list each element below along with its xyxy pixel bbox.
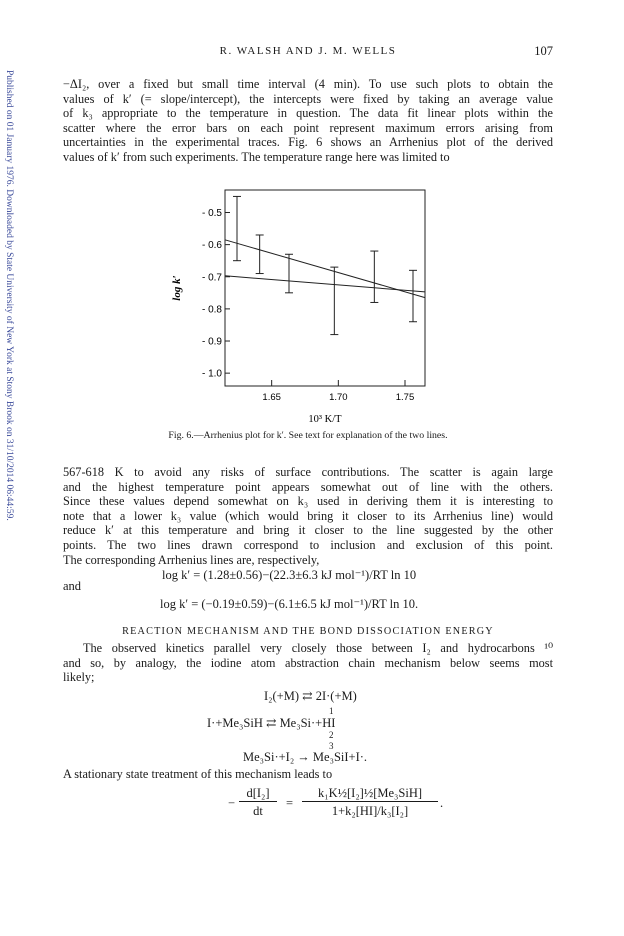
text-line: values of k′ from such experiments. The temperature range here was limited to: [63, 149, 450, 164]
mechanism-step-3: Me₃Si·+I₂ → Me₃SiI+I·.: [243, 750, 368, 764]
plot-frame: [225, 190, 425, 386]
rate-lhs-denominator: dt: [253, 804, 263, 818]
x-tick-label: 1.70: [329, 392, 348, 403]
text-line: reduce k′ at this temperature and bring it closer to the line suggested by the other: [63, 523, 553, 538]
x-tick-label: 1.65: [262, 392, 281, 403]
paragraph-2: [63, 465, 553, 567]
mechanism-label-2: 2: [329, 730, 334, 740]
y-tick-label: - 0.9: [201, 336, 222, 348]
download-watermark: [2, 70, 16, 630]
equation-1: log k′ = (1.28±0.56)−(22.3±6.3 kJ mol⁻¹)/RT ln 10: [162, 568, 417, 582]
rate-rhs-numerator: k₁K½[I₂]½[Me₃SiH]: [302, 786, 438, 802]
x-axis-label: 10³ K/T: [308, 414, 342, 425]
text-line: −ΔI₂, over a fixed but small time interval (4 min). To use such plots to obtain the: [63, 77, 553, 91]
text-line: Since these values depend somewhat on k₃ used in deriving them it is interesting to: [63, 494, 553, 509]
text-line: The corresponding Arrhenius lines are, respectively,: [63, 552, 320, 567]
text-line: points. The two lines drawn correspond to inclusion and exclusion of this point.: [63, 537, 553, 552]
rate-rhs-denominator: 1+k₂[HI]/k₃[I₂]: [331, 804, 409, 818]
page-header: [63, 45, 553, 59]
rate-equation: − d[I₂] dt = k₁K½[I₂]½[Me₃SiH] 1+k₂[HI]/k₃[I₂] .: [228, 786, 444, 818]
text-line: likely;: [63, 670, 95, 685]
y-tick-label: - 0.7: [201, 272, 222, 284]
rate-lhs-numerator: d[I₂]: [239, 786, 277, 802]
text-line: A stationary state treatment of this mechanism leads to: [63, 767, 333, 781]
running-title: R. WALSH AND J. M. WELLS: [219, 45, 397, 57]
fit-line: [225, 276, 425, 292]
text-line: The observed kinetics parallel very closely those between I₂ and hydrocarbons ¹⁰: [83, 641, 553, 655]
paragraph-3: [63, 641, 553, 685]
text-line: and so, by analogy, the iodine atom abstraction chain mechanism below seems most: [63, 655, 553, 670]
y-tick-label: - 0.8: [201, 304, 222, 316]
text-line: 567-618 K to avoid any risks of surface contributions. The scatter is again large: [63, 465, 553, 479]
paragraph-1: [63, 77, 553, 165]
and-word: and: [63, 579, 82, 593]
text-line: scatter where the error bars on each point represent maximum errors arising from: [63, 120, 553, 135]
section-heading: REACTION MECHANISM AND THE BOND DISSOCIATION ENERGY: [122, 626, 494, 637]
y-tick-label: - 1.0: [201, 368, 222, 380]
y-tick-label: - 0.5: [201, 207, 222, 219]
text-line: note that a lower k₃ value (which would bring it closer to its Arrhenius line) would: [63, 508, 553, 523]
text-line: and the highest temperature point appears somewhat out of line with the others.: [63, 479, 553, 494]
text-line: of k₃ appropriate to the temperature in question. The data fit linear plots within the: [63, 106, 553, 121]
arrhenius-plot: [170, 186, 450, 426]
paragraph-4: [63, 767, 553, 782]
y-axis-label: log k′: [171, 275, 183, 301]
mechanism-step-0: I₂(+M) ⇄ 2I·(+M): [264, 689, 357, 703]
figure-caption: Fig. 6.—Arrhenius plot for k′. See text for explanation of the two lines.: [168, 430, 448, 441]
y-tick-label: - 0.6: [201, 240, 222, 252]
text-line: values of k′ (= slope/intercept), the intercepts were fixed by taking an average value: [63, 91, 553, 106]
x-tick-label: 1.75: [395, 392, 415, 403]
equation-2: log k′ = (−0.19±0.59)−(6.1±6.5 kJ mol⁻¹)/RT ln 10.: [160, 597, 419, 611]
mechanism-step-1: I·+Me₃SiH ⇄ Me₃Si·+HI: [207, 716, 336, 730]
mechanism-label-3: 3: [329, 741, 334, 751]
download-watermark-text: Published on 01 January 1976. Downloaded by State University of New York at Stony Brook on 31/10/2014 06:44:59.: [4, 70, 14, 521]
arrhenius-figure: [170, 186, 450, 426]
page-number: 107: [534, 44, 553, 58]
text-line: uncertainties in the experimental traces. Fig. 6 shows an Arrhenius plot of the derived: [63, 135, 553, 150]
mechanism-label-1: 1: [329, 706, 334, 716]
